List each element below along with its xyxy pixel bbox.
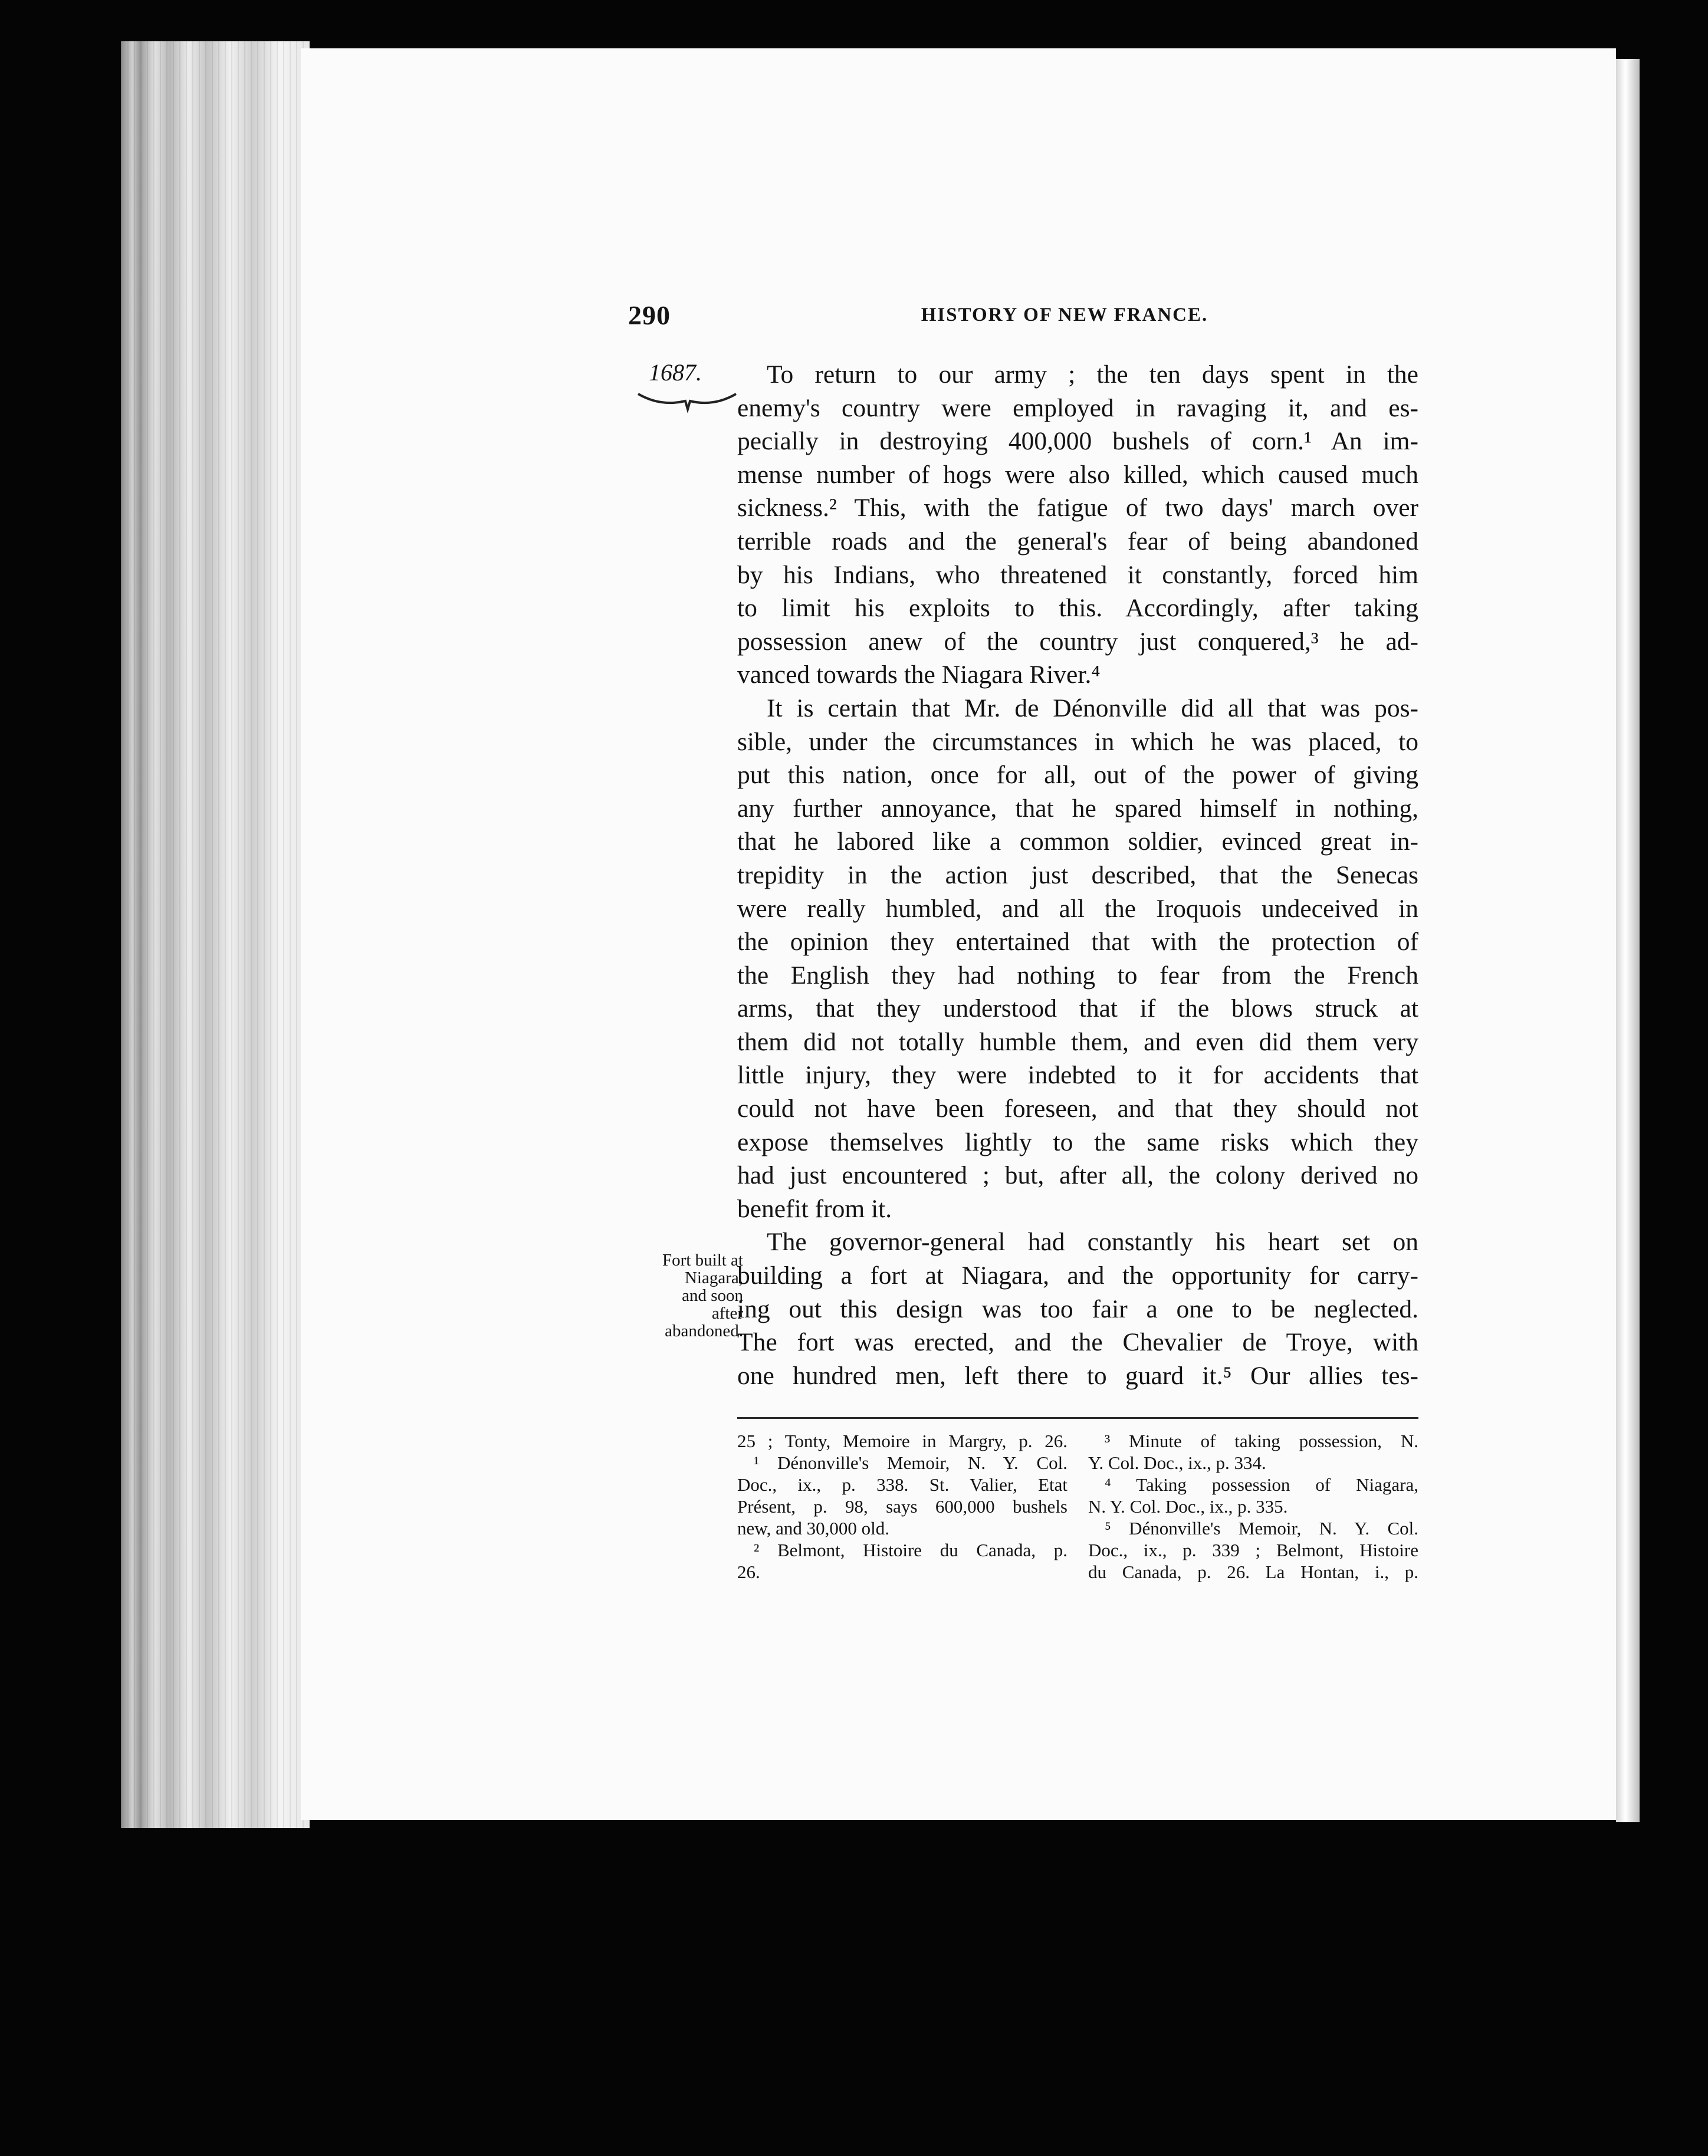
body-line: enemy's country were employed in ravaging it, and es- [737,393,1418,422]
body-line: building a fort at Niagara, and the opportunity for carry- [737,1261,1418,1290]
body-line: ing out this design was too fair a one to be neglected. [737,1294,1418,1323]
right-page-edge [1616,59,1640,1822]
footnote-line: ⁴ Taking possession of Niagara, [1105,1474,1418,1495]
body-line: expose themselves lightly to the same risks which they [737,1128,1418,1156]
margin-sidenote [602,1251,743,1340]
body-line: The governor-general had constantly his heart set on [767,1228,1418,1257]
body-line: the opinion they entertained that with the protection of [737,928,1418,957]
footnote-line: N. Y. Col. Doc., ix., p. 335. [1088,1496,1288,1517]
body-line: to limit his exploits to this. Accordingly, after taking [737,594,1418,623]
sidenote-line: abandoned. [665,1322,743,1340]
body-line: one hundred men, left there to guard it.⁵ Our allies tes- [737,1361,1418,1390]
footnote-line: ³ Minute of taking possession, N. [1105,1431,1418,1451]
book-page-edge-lines [121,41,310,1828]
body-line: terrible roads and the general's fear of being abandoned [737,527,1418,556]
body-line: the English they had nothing to fear from the French [737,961,1418,990]
footnote-rule [737,1417,1418,1419]
footnote-line: Doc., ix., p. 338. St. Valier, Etat [737,1474,1068,1495]
body-line: arms, that they understood that if the blows struck at [737,994,1418,1023]
body-line: sickness.² This, with the fatigue of two days' march over [737,494,1418,522]
body-line: It is certain that Mr. de Dénonville did all that was pos- [767,694,1418,722]
body-line: had just encountered ; but, after all, the colony derived no [737,1161,1418,1190]
body-line: any further annoyance, that he spared himself in nothing, [737,794,1418,823]
footnote-line: ⁵ Dénonville's Memoir, N. Y. Col. [1105,1518,1418,1539]
body-line: that he labored like a common soldier, evinced great in- [737,827,1418,856]
body-line: could not have been foreseen, and that they should not [737,1095,1418,1123]
footnote-line: ¹ Dénonville's Memoir, N. Y. Col. [754,1452,1068,1473]
footnote-line: Doc., ix., p. 339 ; Belmont, Histoire [1088,1540,1418,1560]
body-line: benefit from it. [737,1194,892,1223]
body-line: mense number of hogs were also killed, which caused much [737,460,1418,489]
running-head: HISTORY OF NEW FRANCE. [921,304,1208,326]
footnotes [737,1430,1418,1583]
body-line: possession anew of the country just conquered,³ he ad- [737,627,1418,656]
page-number: 290 [628,300,671,330]
footnote-line: ² Belmont, Histoire du Canada, p. [754,1540,1068,1560]
sidenote-line: Niagara, [684,1268,743,1287]
body-line: trepidity in the action just described, that the Senecas [737,860,1418,889]
body-line: little injury, they were indebted to it for accidents that [737,1061,1418,1090]
body-line: sible, under the circumstances in which he was placed, to [737,727,1418,756]
body-line: The fort was erected, and the Chevalier de Troye, with [737,1328,1418,1357]
footnote-line: 26. [737,1562,760,1582]
footnote-line: Présent, p. 98, says 600,000 bushels [737,1496,1068,1517]
body-line: put this nation, once for all, out of the power of giving [737,761,1418,790]
body-line: vanced towards the Niagara River.⁴ [737,660,1101,689]
footnotes-left-column [737,1430,1068,1583]
sidenote-line: after [711,1304,743,1323]
page-header [628,300,1430,335]
body-line: pecially in destroying 400,000 bushels of corn.¹ An im- [737,427,1418,456]
footnote-line: du Canada, p. 26. La Hontan, i., p. [1088,1562,1418,1582]
sidenote-line: and soon [682,1286,743,1305]
footnote-line: new, and 30,000 old. [737,1518,890,1539]
footnote-line: 25 ; Tonty, Memoire in Margry, p. 26. [737,1431,1068,1451]
body-text [737,358,1418,1392]
brace-ornament [637,389,737,413]
sidenote-line: Fort built at [662,1251,743,1270]
margin-year: 1687. [649,359,702,386]
body-line: To return to our army ; the ten days spent in the [767,360,1418,389]
body-line: them did not totally humble them, and even did them very [737,1027,1418,1056]
body-line: were really humbled, and all the Iroquois undeceived in [737,894,1418,923]
footnotes-right-column [1088,1430,1418,1583]
footnote-line: Y. Col. Doc., ix., p. 334. [1088,1452,1266,1473]
body-line: by his Indians, who threatened it constantly, forced him [737,560,1418,589]
